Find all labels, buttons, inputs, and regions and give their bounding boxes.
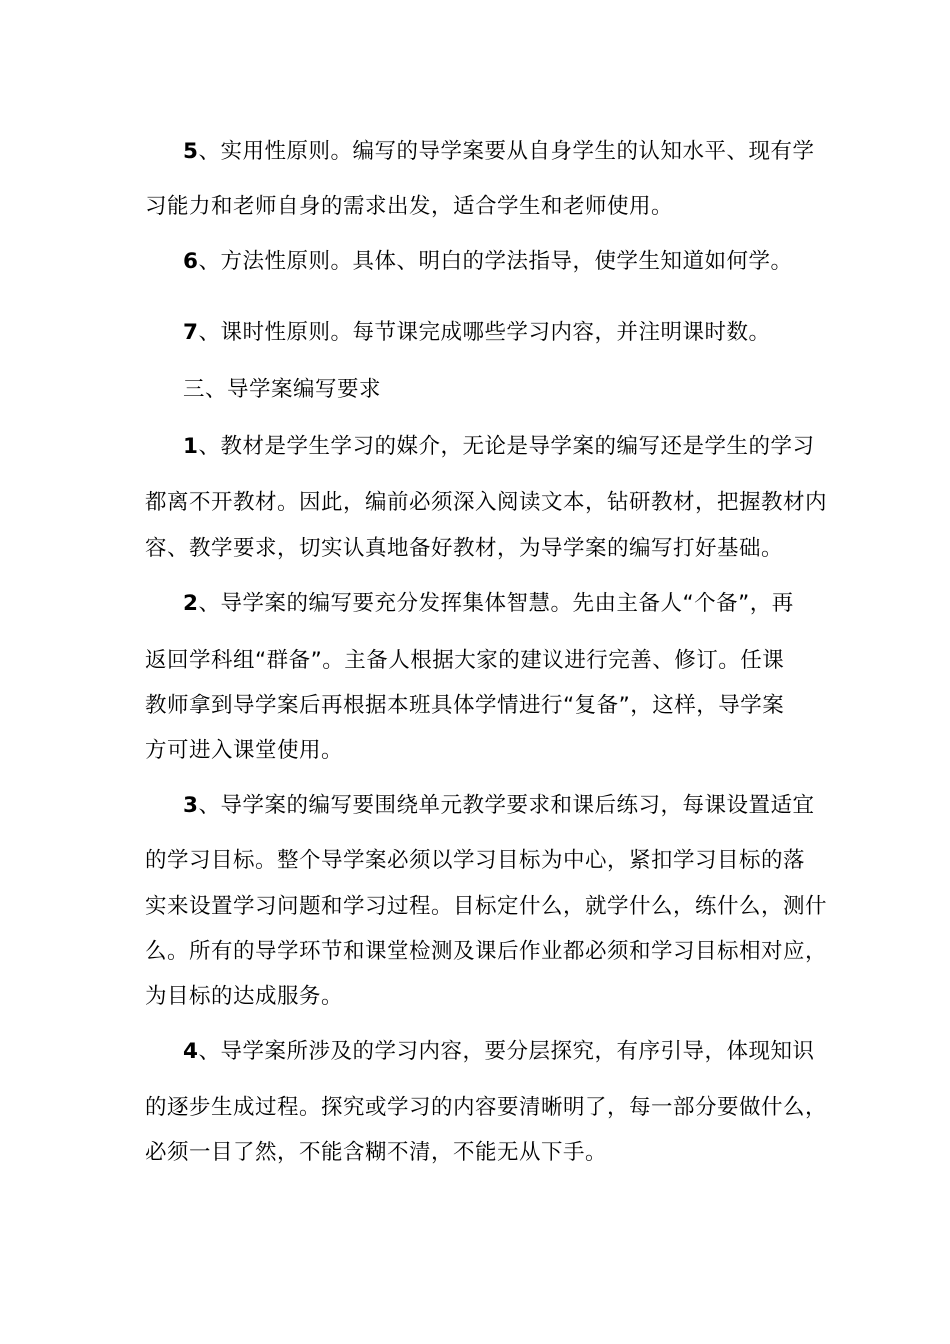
- paragraph-4-line-1: 4、导学案所涉及的学习内容，要分层探究，有序引导，体现知识: [183, 1039, 815, 1064]
- paragraph-4-line-2: 的逐步生成过程。探究或学习的内容要清晰明了，每一部分要做什么，: [145, 1095, 828, 1120]
- paragraph-3-line-4: 么。所有的导学环节和课堂检测及课后作业都必须和学习目标相对应，: [145, 939, 828, 964]
- paragraph-2-line-1: 2、导学案的编写要充分发挥集体智慧。先由主备人“个备”，再: [183, 591, 794, 616]
- paragraph-2-line-2: 返回学科组“群备”。主备人根据大家的建议进行完善、修订。任课: [145, 648, 785, 673]
- paragraph-1-line-1: 1、教材是学生学习的媒介，无论是导学案的编写还是学生的学习: [183, 434, 815, 459]
- paragraph-5-line-2: 习能力和老师自身的需求出发，适合学生和老师使用。: [145, 194, 674, 219]
- paragraph-5-line-1: 5、实用性原则。编写的导学案要从自身学生的认知水平、现有学: [183, 139, 815, 164]
- paragraph-2-line-4: 方可进入课堂使用。: [145, 738, 344, 763]
- paragraph-3-line-1: 3、导学案的编写要围绕单元教学要求和课后练习，每课设置适宜: [183, 793, 815, 818]
- paragraph-7-line-1: 7、课时性原则。每节课完成哪些学习内容，并注明课时数。: [183, 320, 771, 345]
- section-heading: 三、导学案编写要求: [183, 377, 382, 402]
- item-number: 6: [183, 249, 199, 274]
- paragraph-1-line-3: 容、教学要求，切实认真地备好教材，为导学案的编写打好基础。: [145, 536, 784, 561]
- paragraph-2-line-3: 教师拿到导学案后再根据本班具体学情进行“复备”，这样，导学案: [145, 693, 785, 718]
- paragraph-3-line-5: 为目标的达成服务。: [145, 984, 344, 1009]
- paragraph-1-line-2: 都离不开教材。因此，编前必须深入阅读文本，钻研教材，把握教材内: [145, 490, 828, 515]
- item-number: 5: [183, 139, 199, 164]
- paragraph-3-line-3: 实来设置学习问题和学习过程。目标定什么，就学什么，练什么，测什: [145, 894, 828, 919]
- paragraph-4-line-3: 必须一目了然，不能含糊不清，不能无从下手。: [145, 1140, 608, 1165]
- paragraph-6-line-1: 6、方法性原则。具体、明白的学法指导，使学生知道如何学。: [183, 249, 793, 274]
- item-number: 2: [183, 591, 199, 616]
- item-number: 4: [183, 1039, 199, 1064]
- item-number: 7: [183, 320, 199, 345]
- item-number: 3: [183, 793, 199, 818]
- paragraph-3-line-2: 的学习目标。整个导学案必须以学习目标为中心，紧扣学习目标的落: [145, 848, 806, 873]
- item-number: 1: [183, 434, 199, 459]
